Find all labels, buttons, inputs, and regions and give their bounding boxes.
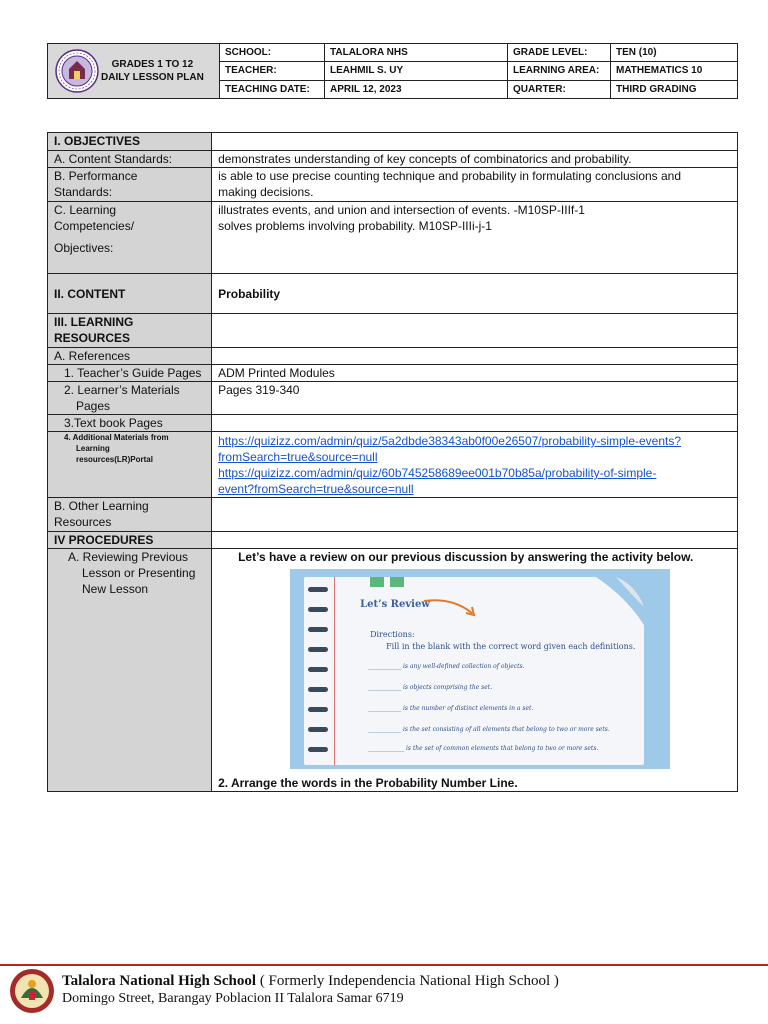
performance-standards-label: B. Performance Standards: bbox=[48, 168, 212, 202]
school-seal-icon bbox=[9, 968, 55, 1014]
review-intro: Let’s have a review on our previous discussion by answering the activity below. bbox=[238, 550, 694, 564]
other-resources-label: B. Other Learning Resources bbox=[48, 498, 212, 532]
learning-area-label: LEARNING AREA: bbox=[508, 62, 611, 80]
learning-area-value: MATHEMATICS 10 bbox=[611, 62, 738, 80]
review-item-4: ___________ is the set consisting of all elements that belong to two or more sets. bbox=[368, 726, 610, 733]
lesson-plan-title: GRADES 1 TO 12 DAILY LESSON PLAN bbox=[101, 59, 204, 83]
school-label: SCHOOL: bbox=[220, 44, 325, 62]
quarter-value: THIRD GRADING bbox=[611, 80, 738, 98]
footer-address: Domingo Street, Barangay Poblacion II Talalora Samar 6719 bbox=[62, 991, 404, 1006]
additional-materials-label: 4. Additional Materials from Learning resources(LR)Portal bbox=[48, 432, 212, 498]
additional-materials-links bbox=[212, 432, 738, 498]
arrange-instruction: 2. Arrange the words in the Probability Number Line. bbox=[218, 776, 518, 790]
content-value: Probability bbox=[212, 274, 738, 314]
footer-school-name: Talalora National High School bbox=[62, 973, 257, 989]
performance-standards-value: is able to use precise counting technique and probability in formulating conclusions and making decisions. bbox=[212, 168, 738, 202]
lets-review-image bbox=[290, 569, 670, 769]
learning-competencies-value: illustrates events, and union and intersection of events. -M10SP-IIIf-1 solves problems involving probability. M10SP-IIIi-j-1 bbox=[212, 202, 738, 274]
page-curl-icon bbox=[596, 577, 644, 625]
reviewing-lesson-label: A. Reviewing Previous Lesson or Presenting New Lesson bbox=[48, 549, 212, 792]
teacher-label: TEACHER: bbox=[220, 62, 325, 80]
textbook-pages-label: 3.Text book Pages bbox=[48, 415, 212, 432]
reviewing-lesson-content bbox=[212, 549, 738, 792]
footer-former-name: ( Formerly Independencia National High School ) bbox=[256, 973, 559, 989]
header-table bbox=[47, 43, 738, 99]
quiz-link-1[interactable]: https://quizizz.com/admin/quiz/5a2dbde38343ab0f00e26507/probability-simple-events? fromSearch=true&source=null bbox=[218, 434, 682, 464]
teachers-guide-label: 1. Teacher’s Guide Pages bbox=[48, 365, 212, 382]
deped-seal-icon bbox=[55, 49, 99, 93]
grade-level-label: GRADE LEVEL: bbox=[508, 44, 611, 62]
review-directions-text: Fill in the blank with the correct word given each definitions. bbox=[386, 642, 636, 651]
teacher-value: LEAHMIL S. UY bbox=[325, 62, 508, 80]
review-item-2: ___________ is objects comprising the set. bbox=[368, 684, 493, 691]
teaching-date-label: TEACHING DATE: bbox=[220, 80, 325, 98]
quiz-link-2[interactable]: https://quizizz.com/admin/quiz/60b745258689ee001b70b85a/probability-of-simple- event?fromSearch=true&source=null bbox=[218, 466, 657, 496]
review-item-1: ___________ is any well-defined collection of objects. bbox=[368, 663, 525, 670]
learners-materials-label: 2. Learner’s Materials Pages bbox=[48, 382, 212, 415]
learners-materials-value: Pages 319-340 bbox=[212, 382, 738, 415]
content-heading: II. CONTENT bbox=[48, 274, 212, 314]
review-card-title: Let’s Review bbox=[360, 599, 430, 610]
review-item-3: ___________ is the number of distinct elements in a set. bbox=[368, 705, 534, 712]
curved-arrow-icon bbox=[422, 595, 482, 619]
lesson-plan-table bbox=[47, 132, 738, 792]
review-item-5: ____________ is the set of common elements that belong to two or more sets. bbox=[368, 745, 599, 752]
footer-school-line bbox=[62, 973, 559, 990]
review-directions-label: Directions: bbox=[370, 630, 415, 639]
header-logo-cell bbox=[48, 44, 220, 99]
learning-competencies-label: C. Learning Competencies/ Objectives: bbox=[48, 202, 212, 274]
school-value: TALALORA NHS bbox=[325, 44, 508, 62]
procedures-heading: IV PROCEDURES bbox=[48, 532, 212, 549]
references-label: A. References bbox=[48, 348, 212, 365]
footer-divider bbox=[0, 964, 768, 966]
content-standards-value: demonstrates understanding of key concepts of combinatorics and probability. bbox=[212, 151, 738, 168]
review-notebook-page bbox=[304, 577, 644, 765]
teaching-date-value: APRIL 12, 2023 bbox=[325, 80, 508, 98]
objectives-heading: I. OBJECTIVES bbox=[48, 133, 212, 151]
content-standards-label: A. Content Standards: bbox=[48, 151, 212, 168]
learning-resources-heading: III. LEARNING RESOURCES bbox=[48, 314, 212, 348]
teachers-guide-value: ADM Printed Modules bbox=[212, 365, 738, 382]
quarter-label: QUARTER: bbox=[508, 80, 611, 98]
grade-level-value: TEN (10) bbox=[611, 44, 738, 62]
